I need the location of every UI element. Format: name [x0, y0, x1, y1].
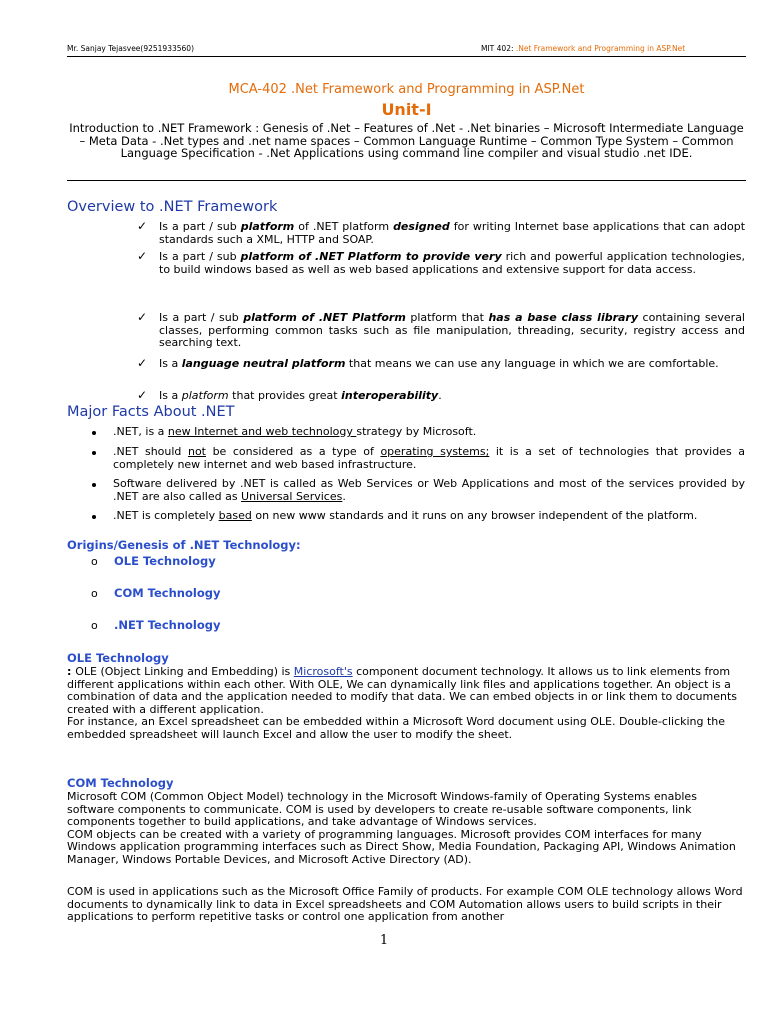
com-paragraph-1: Microsoft COM (Common Object Model) technology in the Microsoft Windows-family of Operating Systems enables software components to communicate. COM is used by developers to create re-usable software components, link components together to build applications, and take advantage of Windows services. COM objects can be created with a variety of programming languages. Microsoft provides COM interfaces for many Windows application programming interfaces such as Direct Show, Media Foundation, Packaging API, Windows Animation Manager, Windows Portable Devices, and Microsoft Active Directory (AD). [67, 790, 736, 866]
bullet-icon [92, 515, 96, 519]
page-number: 1 [379, 933, 389, 948]
header-rule [67, 56, 746, 57]
header-author: Mr. Sanjay Tejasvee(9251933560) [67, 44, 194, 53]
facts-heading: Major Facts About .NET [67, 404, 235, 420]
checkmark-icon: ✓ [137, 310, 148, 324]
bullet-icon [92, 483, 96, 487]
header-course [481, 44, 685, 53]
checkmark-icon: ✓ [137, 356, 148, 370]
syllabus-rule [67, 180, 746, 181]
com-heading: COM Technology [67, 776, 174, 790]
overview-item-3: Is a part / sub platform of .NET Platform platform that has a base class library containing several classes, performing common tasks such as file manipulation, threading, security, registry access and searching text. [159, 311, 745, 349]
fact-item-3: Software delivered by .NET is called as Web Services or Web Applications and most of the services provided by .NET are also called as Universal Services. [113, 477, 745, 503]
overview-item-2: Is a part / sub platform of .NET Platform to provide very rich and powerful application technologies, to build windows based as well as web based applications and extensive support for data access. [159, 250, 745, 276]
ole-paragraph: : OLE (Object Linking and Embedding) is Microsoft's component document technology. It allows us to link elements from different applications within each other. With OLE, We can dynamically link files and applications together. An object is a combination of data and the application needed to modify that data. We can embed objects in or link them to documents created with a different application. For instance, an Excel spreadsheet can be embedded within a Microsoft Word document using OLE. Double-clicking the embedded spreadsheet will launch Excel and allow the user to modify the sheet. [67, 665, 737, 741]
header-course-code: MIT 402: [481, 44, 516, 53]
overview-item-5: Is a platform that provides great interoperability. [159, 389, 442, 402]
unit-title: Unit-I [381, 100, 432, 119]
overview-heading: Overview to .NET Framework [67, 199, 278, 215]
microsoft-link[interactable]: Microsoft's [293, 665, 353, 678]
ole-heading: OLE Technology [67, 651, 169, 665]
overview-item-4: Is a language neutral platform that means we can use any language in which we are comfortable. [159, 357, 719, 370]
bullet-icon [92, 451, 96, 455]
fact-item-2: .NET should not be considered as a type of operating systems; it is a set of technologies that provides a completely new internet and web based infrastructure. [113, 445, 745, 471]
com-paragraph-3: COM is used in applications such as the Microsoft Office Family of products. For example COM OLE technology allows Word documents to dynamically link to data in Excel spreadsheets and COM Automation allows users to build scripts in their applications to perform repetitive tasks or control one application from another [67, 885, 743, 923]
origins-item-com: COM Technology [114, 586, 221, 600]
syllabus-text: Introduction to .NET Framework : Genesis of .Net – Features of .Net - .Net binaries – Microsoft Intermediate Language – Meta Data - .Net types and .net name spaces – Common Language Runtime – Common Type System – Common Language Specification - .Net Applications using command line compiler and visual studio .net IDE. [69, 121, 744, 160]
origins-item-ole: OLE Technology [114, 554, 216, 568]
document-title: MCA-402 .Net Framework and Programming in ASP.Net [228, 82, 585, 97]
origins-item-net: .NET Technology [114, 618, 221, 632]
checkmark-icon: ✓ [137, 249, 148, 263]
header-course-title: .Net Framework and Programming in ASP.Net [515, 44, 686, 53]
origins-heading: Origins/Genesis of .NET Technology: [67, 538, 301, 552]
fact-item-4: .NET is completely based on new www standards and it runs on any browser independent of the platform. [113, 509, 698, 522]
fact-item-1: .NET, is a new Internet and web technology strategy by Microsoft. [113, 425, 477, 438]
circle-bullet-icon: o [91, 555, 98, 568]
bullet-icon [92, 431, 96, 435]
overview-item-1: Is a part / sub platform of .NET platform designed for writing Internet base applications that can adopt standards such a XML, HTTP and SOAP. [159, 220, 746, 246]
circle-bullet-icon: o [91, 619, 98, 632]
checkmark-icon: ✓ [137, 388, 148, 402]
circle-bullet-icon: o [91, 587, 98, 600]
checkmark-icon: ✓ [137, 219, 148, 233]
